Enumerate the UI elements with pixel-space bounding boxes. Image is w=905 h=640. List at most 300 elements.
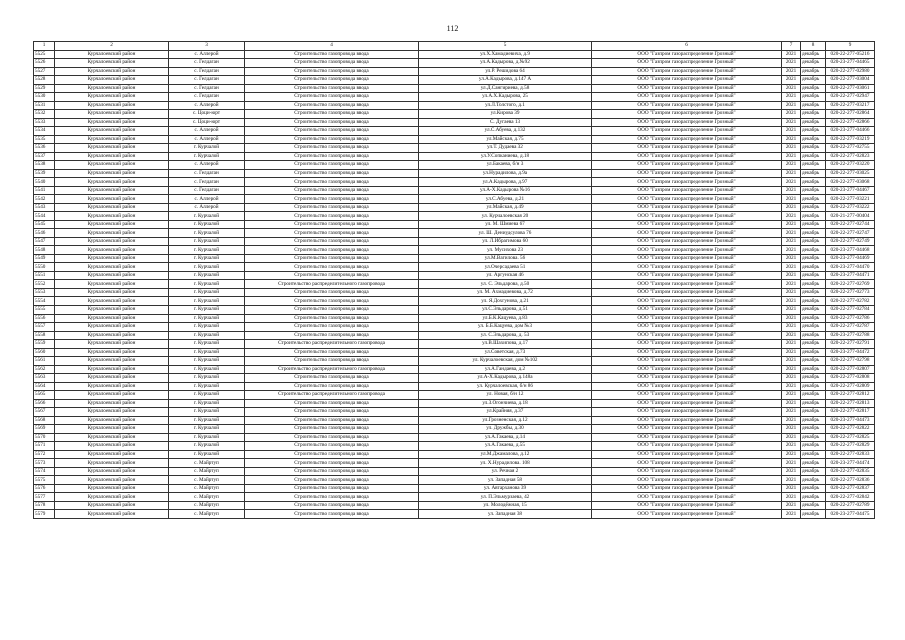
cell-work-type: Строительство газопровода ввода — [245, 399, 419, 408]
cell-district: Курчалоевский район — [55, 118, 169, 127]
cell-address: ул.А.Кадырова, д.147 А — [419, 76, 592, 85]
cell-settlement: с. Майртуп — [169, 493, 245, 502]
cell-month: декабрь — [801, 476, 826, 485]
cell-year: 2021 — [782, 288, 801, 297]
cell-organization: ООО "Газпром газораспределение Грозный" — [592, 178, 782, 187]
cell-year: 2021 — [782, 348, 801, 357]
table-row — [34, 288, 875, 297]
cell-address: ул. М. Ахмадиевова, д.72 — [419, 288, 592, 297]
cell-organization: ООО "Газпром газораспределение Грозный" — [592, 76, 782, 85]
cell-address: ул. Курчалоевская, дом №102 — [419, 357, 592, 366]
cell-year: 2021 — [782, 382, 801, 391]
cell-row-number: 5542 — [34, 195, 55, 204]
table-row — [34, 127, 875, 136]
cell-registry-code: 020-22-277-02829 — [826, 442, 875, 451]
cell-district: Курчалоевский район — [55, 203, 169, 212]
cell-year: 2021 — [782, 254, 801, 263]
cell-month: декабрь — [801, 408, 826, 417]
cell-organization: ООО "Газпром газораспределение Грозный" — [592, 144, 782, 153]
cell-district: Курчалоевский район — [55, 323, 169, 332]
cell-work-type: Строительство газопровода ввода — [245, 84, 419, 93]
cell-work-type: Строительство газопровода ввода — [245, 459, 419, 468]
cell-settlement: г. Курчалой — [169, 263, 245, 272]
cell-registry-code: 020-23-277-04474 — [826, 459, 875, 468]
cell-organization: ООО "Газпром газораспределение Грозный" — [592, 127, 782, 136]
cell-address: ул. Б.Б.Кацуева, дом №3 — [419, 323, 592, 332]
cell-registry-code: 020-22-277-02809 — [826, 382, 875, 391]
cell-district: Курчалоевский район — [55, 357, 169, 366]
cell-month: декабрь — [801, 246, 826, 255]
cell-address: ул.Крайняя, д.37 — [419, 408, 592, 417]
cell-settlement: с. Цоци-юрт — [169, 110, 245, 119]
cell-row-number: 5574 — [34, 467, 55, 476]
cell-registry-code: 020-22-277-02813 — [826, 399, 875, 408]
cell-district: Курчалоевский район — [55, 152, 169, 161]
cell-year: 2021 — [782, 450, 801, 459]
cell-address: ул.Грозненская, д.12 — [419, 416, 592, 425]
cell-registry-code: 020-22-277-02822 — [826, 425, 875, 434]
cell-district: Курчалоевский район — [55, 84, 169, 93]
table-row — [34, 186, 875, 195]
cell-row-number: 5549 — [34, 254, 55, 263]
cell-organization: ООО "Газпром газораспределение Грозный" — [592, 425, 782, 434]
cell-registry-code: 020-21-277-00404 — [826, 212, 875, 221]
cell-district: Курчалоевский район — [55, 254, 169, 263]
table-row — [34, 203, 875, 212]
cell-row-number: 5544 — [34, 212, 55, 221]
cell-month: декабрь — [801, 348, 826, 357]
cell-registry-code: 020-22-277-02787 — [826, 323, 875, 332]
cell-month: декабрь — [801, 229, 826, 238]
cell-organization: ООО "Газпром газораспределение Грозный" — [592, 110, 782, 119]
cell-row-number: 5540 — [34, 178, 55, 187]
cell-address: ул.С.Эльдарова, д.51 — [419, 305, 592, 314]
cell-month: декабрь — [801, 169, 826, 178]
cell-organization: ООО "Газпром газораспределение Грозный" — [592, 271, 782, 280]
table-row — [34, 323, 875, 332]
cell-organization: ООО "Газпром газораспределение Грозный" — [592, 237, 782, 246]
cell-settlement: г. Курчалой — [169, 374, 245, 383]
table-row — [34, 161, 875, 170]
cell-registry-code: 020-22-277-02842 — [826, 493, 875, 502]
cell-month: декабрь — [801, 493, 826, 502]
cell-row-number: 5568 — [34, 416, 55, 425]
cell-address: ул. Курчалоевская, б/н 86 — [419, 382, 592, 391]
cell-work-type: Строительство газопровода ввода — [245, 152, 419, 161]
cell-address: ул.А-Х.Кадырова №16 — [419, 186, 592, 195]
table-row — [34, 408, 875, 417]
cell-organization: ООО "Газпром газораспределение Грозный" — [592, 246, 782, 255]
cell-month: декабрь — [801, 297, 826, 306]
cell-registry-code: 020-22-277-02807 — [826, 365, 875, 374]
cell-address: ул.А.Кадырова, д.№92 — [419, 59, 592, 68]
column-header: 9 — [826, 42, 875, 51]
cell-address: ул. Курчалоевская 20 — [419, 212, 592, 221]
table-row — [34, 254, 875, 263]
cell-organization: ООО "Газпром газораспределение Грозный" — [592, 212, 782, 221]
cell-settlement: г. Курчалой — [169, 144, 245, 153]
cell-address: ул. Новая, б/н 12 — [419, 391, 592, 400]
cell-district: Курчалоевский район — [55, 263, 169, 272]
table-row — [34, 425, 875, 434]
cell-work-type: Строительство газопровода ввода — [245, 288, 419, 297]
cell-month: декабрь — [801, 237, 826, 246]
cell-address: ул.А.Гандаева, д.2 — [419, 365, 592, 374]
cell-settlement: с. Аллерой — [169, 101, 245, 110]
cell-address: С. Дугаева 13 — [419, 118, 592, 127]
cell-organization: ООО "Газпром газораспределение Грозный" — [592, 459, 782, 468]
cell-year: 2021 — [782, 501, 801, 510]
cell-work-type: Строительство распределительного газопровода — [245, 391, 419, 400]
cell-organization: ООО "Газпром газораспределение Грозный" — [592, 331, 782, 340]
cell-registry-code: 020-22-277-02837 — [826, 484, 875, 493]
cell-address: ул. Западная 38 — [419, 510, 592, 519]
cell-month: декабрь — [801, 93, 826, 102]
cell-organization: ООО "Газпром газораспределение Грозный" — [592, 510, 782, 519]
cell-settlement: г. Курчалой — [169, 382, 245, 391]
table-row — [34, 118, 875, 127]
cell-work-type: Строительство газопровода ввода — [245, 127, 419, 136]
cell-settlement: г. Курчалой — [169, 365, 245, 374]
cell-month: декабрь — [801, 357, 826, 366]
cell-month: декабрь — [801, 254, 826, 263]
cell-year: 2021 — [782, 246, 801, 255]
cell-year: 2021 — [782, 229, 801, 238]
cell-address: ул.С.Абуева, д.21 — [419, 195, 592, 204]
cell-row-number: 5570 — [34, 433, 55, 442]
cell-month: декабрь — [801, 195, 826, 204]
cell-settlement: с. Гелдаган — [169, 169, 245, 178]
cell-year: 2021 — [782, 467, 801, 476]
cell-settlement: г. Курчалой — [169, 357, 245, 366]
cell-district: Курчалоевский район — [55, 501, 169, 510]
cell-district: Курчалоевский район — [55, 161, 169, 170]
table-row — [34, 93, 875, 102]
cell-row-number: 5571 — [34, 442, 55, 451]
cell-work-type: Строительство газопровода ввода — [245, 195, 419, 204]
cell-month: декабрь — [801, 127, 826, 136]
cell-registry-code: 020-22-277-03061 — [826, 84, 875, 93]
cell-work-type: Строительство газопровода ввода — [245, 442, 419, 451]
cell-row-number: 5567 — [34, 408, 55, 417]
cell-row-number: 5537 — [34, 152, 55, 161]
cell-address: ул.Т. Дудаева 32 — [419, 144, 592, 153]
table-row — [34, 195, 875, 204]
cell-address: ул.Л.Толстого, д.1 — [419, 101, 592, 110]
cell-row-number: 5536 — [34, 144, 55, 153]
cell-district: Курчалоевский район — [55, 450, 169, 459]
cell-organization: ООО "Газпром газораспределение Грозный" — [592, 186, 782, 195]
cell-address: ул.Х.Хамадиевича, д.9 — [419, 50, 592, 59]
cell-work-type: Строительство распределительного газопровода — [245, 280, 419, 289]
cell-work-type: Строительство распределительного газопровода — [245, 365, 419, 374]
table-row — [34, 110, 875, 119]
cell-organization: ООО "Газпром газораспределение Грозный" — [592, 229, 782, 238]
table-row — [34, 331, 875, 340]
cell-registry-code: 020-23-277-04470 — [826, 263, 875, 272]
cell-settlement: с. Гелдаган — [169, 186, 245, 195]
cell-month: декабрь — [801, 425, 826, 434]
cell-row-number: 5575 — [34, 476, 55, 485]
table-row — [34, 467, 875, 476]
cell-district: Курчалоевский район — [55, 101, 169, 110]
cell-registry-code: 020-22-277-02769 — [826, 280, 875, 289]
cell-district: Курчалоевский район — [55, 229, 169, 238]
cell-settlement: с. Аллерой — [169, 135, 245, 144]
cell-settlement: с. Аллерой — [169, 161, 245, 170]
cell-settlement: с. Цоци-юрт — [169, 118, 245, 127]
cell-year: 2021 — [782, 493, 801, 502]
cell-row-number: 5541 — [34, 186, 55, 195]
cell-organization: ООО "Газпром газораспределение Грозный" — [592, 195, 782, 204]
cell-settlement: г. Курчалой — [169, 297, 245, 306]
cell-address: ул. Л.Ибрагимова 60 — [419, 237, 592, 246]
table-row — [34, 399, 875, 408]
cell-address: ул.Бакаева, б/н 3 — [419, 161, 592, 170]
table-row — [34, 237, 875, 246]
cell-year: 2021 — [782, 135, 801, 144]
cell-row-number: 5543 — [34, 203, 55, 212]
cell-row-number: 5530 — [34, 93, 55, 102]
cell-year: 2021 — [782, 93, 801, 102]
cell-row-number: 5558 — [34, 331, 55, 340]
cell-registry-code: 020-22-277-02836 — [826, 476, 875, 485]
cell-organization: ООО "Газпром газораспределение Грозный" — [592, 135, 782, 144]
cell-district: Курчалоевский район — [55, 408, 169, 417]
table-row — [34, 144, 875, 153]
cell-registry-code: 020-22-277-02789 — [826, 501, 875, 510]
cell-organization: ООО "Газпром газораспределение Грозный" — [592, 118, 782, 127]
cell-month: декабрь — [801, 76, 826, 85]
cell-address: ул.А.Х.Кадырова, 25 — [419, 93, 592, 102]
cell-month: декабрь — [801, 110, 826, 119]
cell-year: 2021 — [782, 195, 801, 204]
table-row — [34, 476, 875, 485]
cell-organization: ООО "Газпром газораспределение Грозный" — [592, 280, 782, 289]
cell-year: 2021 — [782, 118, 801, 127]
cell-registry-code: 020-22-277-03221 — [826, 195, 875, 204]
cell-month: декабрь — [801, 365, 826, 374]
cell-registry-code: 020-22-277-02773 — [826, 288, 875, 297]
cell-settlement: с. Майртуп — [169, 510, 245, 519]
cell-work-type: Строительство газопровода ввода — [245, 416, 419, 425]
cell-district: Курчалоевский район — [55, 135, 169, 144]
cell-organization: ООО "Газпром газораспределение Грозный" — [592, 408, 782, 417]
cell-row-number: 5525 — [34, 50, 55, 59]
cell-settlement: г. Курчалой — [169, 220, 245, 229]
cell-row-number: 5578 — [34, 501, 55, 510]
cell-year: 2021 — [782, 365, 801, 374]
cell-organization: ООО "Газпром газораспределение Грозный" — [592, 442, 782, 451]
cell-registry-code: 020-22-277-02747 — [826, 229, 875, 238]
cell-work-type: Строительство газопровода ввода — [245, 493, 419, 502]
cell-registry-code: 020-22-277-02823 — [826, 152, 875, 161]
cell-address: ул. Автарханова 39 — [419, 484, 592, 493]
cell-month: декабрь — [801, 314, 826, 323]
cell-registry-code: 020-22-277-02749 — [826, 237, 875, 246]
column-header: 2 — [55, 42, 169, 51]
cell-address: ул.Очерсадаева 51 — [419, 263, 592, 272]
cell-address: ул. Западная 58 — [419, 476, 592, 485]
cell-work-type: Строительство газопровода ввода — [245, 237, 419, 246]
cell-organization: ООО "Газпром газораспределение Грозный" — [592, 305, 782, 314]
cell-registry-code: 020-22-277-02947 — [826, 93, 875, 102]
cell-registry-code: 020-22-277-03222 — [826, 203, 875, 212]
cell-month: декабрь — [801, 459, 826, 468]
cell-settlement: г. Курчалой — [169, 408, 245, 417]
cell-registry-code: 020-22-277-02744 — [826, 220, 875, 229]
table-row — [34, 212, 875, 221]
cell-registry-code: 020-22-277-02791 — [826, 340, 875, 349]
cell-work-type: Строительство газопровода ввода — [245, 110, 419, 119]
cell-work-type: Строительство газопровода ввода — [245, 476, 419, 485]
cell-settlement: г. Курчалой — [169, 399, 245, 408]
cell-district: Курчалоевский район — [55, 510, 169, 519]
cell-organization: ООО "Газпром газораспределение Грозный" — [592, 314, 782, 323]
table-row — [34, 263, 875, 272]
cell-month: декабрь — [801, 399, 826, 408]
cell-month: декабрь — [801, 84, 826, 93]
cell-work-type: Строительство газопровода ввода — [245, 271, 419, 280]
cell-row-number: 5547 — [34, 237, 55, 246]
cell-organization: ООО "Газпром газораспределение Грозный" — [592, 357, 782, 366]
cell-row-number: 5576 — [34, 484, 55, 493]
table-row — [34, 59, 875, 68]
cell-district: Курчалоевский район — [55, 271, 169, 280]
cell-year: 2021 — [782, 297, 801, 306]
cell-year: 2021 — [782, 374, 801, 383]
cell-settlement: г. Курчалой — [169, 246, 245, 255]
cell-year: 2021 — [782, 323, 801, 332]
cell-row-number: 5533 — [34, 118, 55, 127]
cell-year: 2021 — [782, 50, 801, 59]
table-row — [34, 416, 875, 425]
cell-address: ул.З.Огончиева, д.18 — [419, 399, 592, 408]
cell-month: декабрь — [801, 391, 826, 400]
cell-work-type: Строительство газопровода ввода — [245, 374, 419, 383]
cell-settlement: с. Гелдаган — [169, 59, 245, 68]
table-row — [34, 305, 875, 314]
cell-district: Курчалоевский район — [55, 67, 169, 76]
cell-organization: ООО "Газпром газораспределение Грозный" — [592, 50, 782, 59]
cell-settlement: г. Курчалой — [169, 450, 245, 459]
cell-organization: ООО "Газпром газораспределение Грозный" — [592, 203, 782, 212]
table-row — [34, 382, 875, 391]
cell-district: Курчалоевский район — [55, 59, 169, 68]
table-row — [34, 67, 875, 76]
cell-settlement: г. Курчалой — [169, 280, 245, 289]
column-header: 7 — [782, 42, 801, 51]
cell-address: ул.Б.К.Кацуева, д.83 — [419, 314, 592, 323]
cell-year: 2021 — [782, 399, 801, 408]
cell-district: Курчалоевский район — [55, 391, 169, 400]
cell-address: ул. С. Эльдарова, д.50 — [419, 280, 592, 289]
cell-work-type: Строительство газопровода ввода — [245, 297, 419, 306]
table-row — [34, 348, 875, 357]
table-row — [34, 365, 875, 374]
page-number: 112 — [446, 24, 459, 33]
cell-organization: ООО "Газпром газораспределение Грозный" — [592, 288, 782, 297]
cell-work-type: Строительство газопровода ввода — [245, 484, 419, 493]
cell-month: декабрь — [801, 203, 826, 212]
cell-district: Курчалоевский район — [55, 76, 169, 85]
cell-month: декабрь — [801, 305, 826, 314]
cell-month: декабрь — [801, 510, 826, 519]
cell-row-number: 5556 — [34, 314, 55, 323]
cell-organization: ООО "Газпром газораспределение Грозный" — [592, 67, 782, 76]
cell-settlement: г. Курчалой — [169, 271, 245, 280]
cell-address: ул. П.Эльмурзаева, 42 — [419, 493, 592, 502]
cell-district: Курчалоевский район — [55, 467, 169, 476]
cell-organization: ООО "Газпром газораспределение Грозный" — [592, 450, 782, 459]
cell-settlement: с. Аллерой — [169, 127, 245, 136]
cell-row-number: 5562 — [34, 365, 55, 374]
cell-registry-code: 020-22-277-03025 — [826, 169, 875, 178]
cell-registry-code: 020-22-277-02833 — [826, 450, 875, 459]
cell-address: ул.Советская, д.73 — [419, 348, 592, 357]
cell-year: 2021 — [782, 280, 801, 289]
cell-organization: ООО "Газпром газораспределение Грозный" — [592, 101, 782, 110]
cell-row-number: 5563 — [34, 374, 55, 383]
cell-address: ул.С.Абуева, д.132 — [419, 127, 592, 136]
cell-row-number: 5572 — [34, 450, 55, 459]
table-row — [34, 493, 875, 502]
cell-month: декабрь — [801, 161, 826, 170]
cell-row-number: 5553 — [34, 288, 55, 297]
cell-address: ул. Я.Дохгунова, д.21 — [419, 297, 592, 306]
cell-work-type: Строительство газопровода ввода — [245, 229, 419, 238]
cell-row-number: 5526 — [34, 59, 55, 68]
cell-settlement: г. Курчалой — [169, 254, 245, 263]
cell-address: ул.У.Сопканиева, д.18 — [419, 152, 592, 161]
cell-year: 2021 — [782, 433, 801, 442]
cell-registry-code: 020-22-277-03220 — [826, 161, 875, 170]
cell-year: 2021 — [782, 484, 801, 493]
cell-settlement: с. Аллерой — [169, 203, 245, 212]
cell-row-number: 5534 — [34, 127, 55, 136]
cell-district: Курчалоевский район — [55, 288, 169, 297]
table-row — [34, 152, 875, 161]
cell-row-number: 5552 — [34, 280, 55, 289]
cell-year: 2021 — [782, 203, 801, 212]
cell-registry-code: 020-22-277-03219 — [826, 135, 875, 144]
cell-year: 2021 — [782, 442, 801, 451]
cell-district: Курчалоевский район — [55, 484, 169, 493]
cell-organization: ООО "Газпром газораспределение Грозный" — [592, 493, 782, 502]
table-row — [34, 433, 875, 442]
cell-district: Курчалоевский район — [55, 169, 169, 178]
cell-row-number: 5548 — [34, 246, 55, 255]
cell-year: 2021 — [782, 305, 801, 314]
cell-month: декабрь — [801, 501, 826, 510]
cell-work-type: Строительство газопровода ввода — [245, 348, 419, 357]
cell-registry-code: 020-22-277-02825 — [826, 433, 875, 442]
cell-district: Курчалоевский район — [55, 331, 169, 340]
cell-row-number: 5561 — [34, 357, 55, 366]
cell-row-number: 5554 — [34, 297, 55, 306]
cell-district: Курчалоевский район — [55, 280, 169, 289]
table-row — [34, 501, 875, 510]
table-row — [34, 484, 875, 493]
cell-district: Курчалоевский район — [55, 433, 169, 442]
cell-row-number: 5550 — [34, 263, 55, 272]
cell-year: 2021 — [782, 271, 801, 280]
cell-settlement: с. Майртуп — [169, 484, 245, 493]
cell-district: Курчалоевский район — [55, 459, 169, 468]
cell-organization: ООО "Газпром газораспределение Грозный" — [592, 391, 782, 400]
cell-year: 2021 — [782, 314, 801, 323]
cell-address: ул.А.Гакаева, д.55 — [419, 442, 592, 451]
